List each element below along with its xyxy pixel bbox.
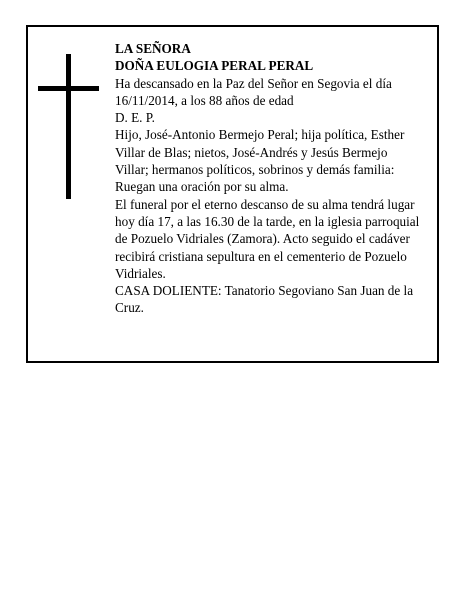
cross-icon [38,54,99,199]
deceased-name: DOÑA EULOGIA PERAL PERAL [115,58,314,74]
prayer-line: Ruegan una oración por su alma. [115,179,289,195]
obituary-notice [26,25,439,363]
title-line-1: LA SEÑORA [115,41,191,56]
rest-statement: Ha descansado en la Paz del Señor en Segovia el día 16/11/2014, a los 88 años de edad [115,75,392,108]
cross-horizontal-bar [38,86,99,91]
funeral-details: El funeral por el eterno descanso de su alma tendrá lugar hoy día 17, a las 16.30 de la tarde, en la iglesia parroquial de Pozuelo Vidriales (Zamora). Acto seguido el cadáver recibirá cristiana sepultura en el cementerio de Pozuelo Vidriales. [115,196,420,281]
notice-text [115,40,420,317]
cross-vertical-bar [66,54,71,199]
casa-doliente: CASA DOLIENTE: Tanatorio Segoviano San Juan de la Cruz. [115,283,414,316]
family-line: Hijo, José-Antonio Bermejo Peral; hija política, Esther Villar de Blas; nietos, José-Andrés y Jesús Bermejo Villar; hermanos políticos, sobrinos y demás familia: [115,127,405,178]
dep-line: D. E. P. [115,110,155,126]
